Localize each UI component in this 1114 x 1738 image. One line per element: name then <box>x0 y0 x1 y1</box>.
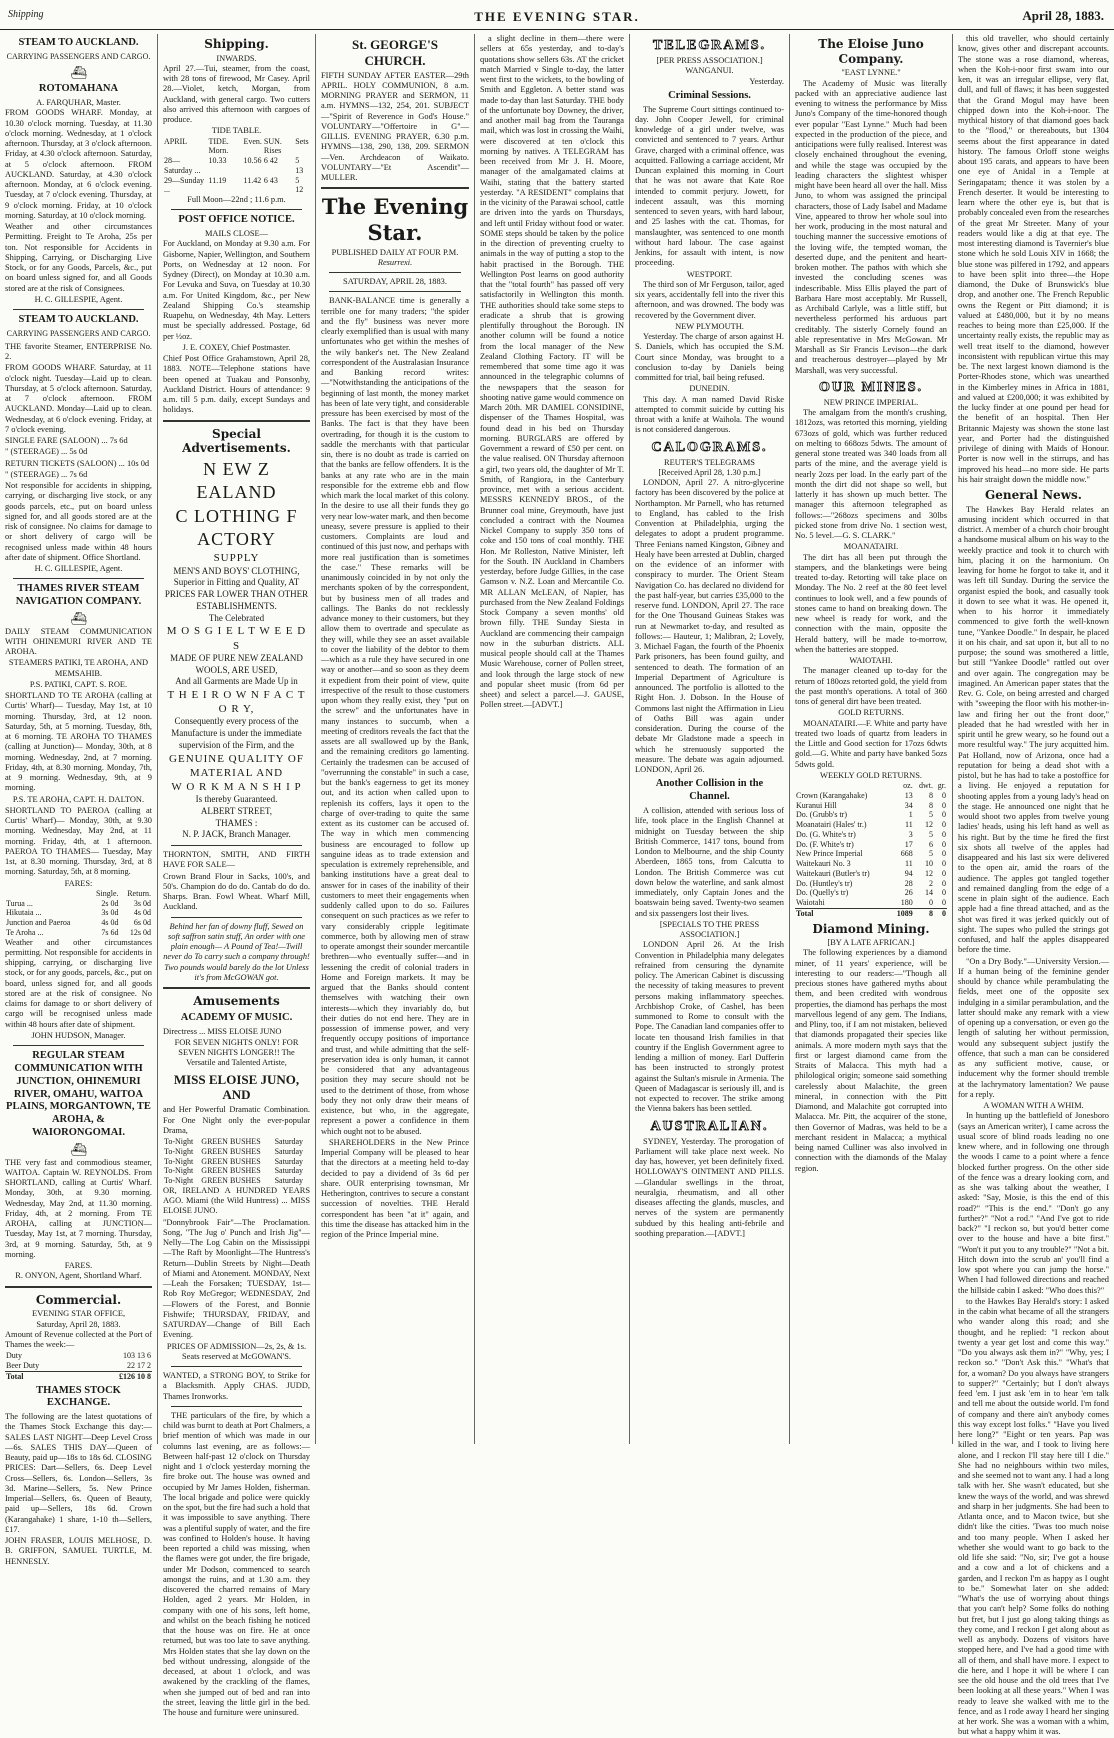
calograms-sub: REUTER'S TELEGRAMS <box>664 457 755 467</box>
table-row: Waitekauri No. 3 11 10 0 <box>796 859 946 869</box>
eloise-sub: "EAST LYNNE." <box>841 68 901 78</box>
table-row: Junction and Paeroa 4s 0d 6s 0d <box>6 918 151 928</box>
woman-body: In hunting up the battlefield of Jonesboro (says an American writer), I came across the usual score of blind roads leading no one knew where, and in following one through the woods I came to a point where a fence blocked further progress. On the other side of the fence was a dreary looking corn, and as she was talking about the weather, I asked: "Say, Mosie, is this the end of this road?" "This is the end." "Don't go any further?" "Not a rod." "And I've got to ride back?" "I reckon so, but you'd better come over to the house and have a bite first." "Won't it put you to any trouble?" "Not a bit. Hitch down into the scrub an' you'll find a low spot where you can jump the horse." When I had followed directions and reached the hillside cabin I asked: "Who does this?" <box>958 1111 1109 1295</box>
table-row: Te Aroha ... 7s 6d 12s 0d <box>6 927 151 937</box>
tide-table: APRIL TIDE. Morn. Even. SUN. Rises Sets 28—Saturday ... 10.33 10.56 6 42 5 13 29—Sunday ... 11.19 11.42 6 43 5 12 <box>164 136 309 195</box>
published-line: PUBLISHED DAILY AT FOUR P.M. <box>331 247 459 257</box>
motto: Resurrexi. <box>377 257 413 267</box>
ad4-fares-title: FARES. <box>64 1261 93 1271</box>
australian-title: AUSTRALIAN. <box>650 1118 769 1134</box>
nz-supply: SUPPLY <box>213 552 260 565</box>
wanted-ad: WANTED, a STRONG BOY, to Strike for a Blacksmith. Apply CHAS. JUDD, Thames Ironworks. <box>163 1371 310 1401</box>
nz-all: And all Garments are Made Up in <box>175 676 298 687</box>
shipping-inwards: INWARDS. <box>216 53 257 63</box>
column-2 <box>157 34 315 1718</box>
church-title: St. GEORGE'S CHURCH. <box>352 37 438 68</box>
table-row: To-Night GREEN BUSHES Saturday <box>164 1166 304 1176</box>
ad4-agent: R. ONYON, Agent, Shortland Wharf. <box>15 1271 142 1281</box>
weekly-returns-head: WEEKLY GOLD RETURNS. <box>820 770 922 780</box>
table-row: New Prince Imperial 668 5 0 <box>796 849 946 859</box>
column-1 <box>0 34 157 1566</box>
table-row: Do. (G. White's tr) 3 5 0 <box>796 829 946 839</box>
fare-line: " (STEERAGE) ... 5s 0d <box>5 447 88 457</box>
excise-title: EVENING STAR OFFICE, <box>31 1309 126 1319</box>
table-row: 28—Saturday ... 10.33 10.56 6 42 5 13 <box>164 156 304 175</box>
ad1-title: STEAM TO AUCKLAND. <box>18 37 139 48</box>
nz-made: MADE OF PURE NEW ZEALAND WOOLS, ARE USED, <box>170 652 303 675</box>
fares-table: Single. Return. Turua ... 2s 0d 3s 0d Hikutaia ... 3s 0d 4s 0d Junction and Paeroa 4s 0d 6s 0d Te Aroha ... 7s 6d 12s 0d <box>6 888 151 937</box>
table-row: Waitekauri (Butler's tr) 94 12 0 <box>796 868 946 878</box>
nz-thames: THAMES : <box>215 817 258 828</box>
table-row: Duty 103 13 6 <box>6 1351 151 1361</box>
table-row: To-Night GREEN BUSHES Saturday <box>164 1146 304 1156</box>
ad3-agent: JOHN HUDSON, Manager. <box>31 1030 126 1040</box>
table-row: Beer Duty 22 17 2 <box>6 1361 151 1371</box>
diamond-title: Diamond Mining. <box>812 921 930 936</box>
steamer-icon: ⛴ <box>70 1141 87 1157</box>
westport-body: The third son of Mr Ferguson, tailor, aged six years, accidentally fell into the river this afternoon, and was drowned. The body was recovered by the Government diver. <box>635 279 784 320</box>
academy-company: and Her Powerful Dramatic Combination. For One Night only the ever-popular Drama, <box>163 1105 310 1135</box>
nz-clothing-ad <box>163 458 310 841</box>
table-row: Do. (Grubb's tr) 1 5 0 <box>796 810 946 820</box>
table-row: Total £126 10 8 <box>6 1371 151 1381</box>
ad4-body: THE very fast and commodious steamer, WAITOA. Captain W. REYNOLDS. From SHORTLAND, calling at Curtis' Wharf. Monday, 30th, at 9.30 morning. Wednesday, May 2nd, at 11.30 morning. Friday, 4th, at 2 morning. From TE AROHA, calling at JUNCTION— Tuesday, May 1st, at 7 morning. Thursday, 3rd, at 9 morning. Saturday, 5th, at 9 morning. <box>5 1157 152 1259</box>
mines-title: OUR MINES. <box>818 379 923 395</box>
po-telegraph: Chief Post Office Grahamstown, April 28, 1883. NOTE—Telephone stations have been opened at Tuakau and Ponsonby, Auckland District. Hours of attendance: 9 a.m. till 5 p.m. daily, except Sundays and holidays. <box>163 354 310 415</box>
page-header <box>0 0 1114 30</box>
nz-street: ALBERT STREET, <box>200 806 273 817</box>
npi-head: NEW PRINCE IMPERIAL. <box>823 397 919 407</box>
calograms-received: [Received April 28, 1.30 p.m.] <box>658 467 761 477</box>
nz-line2: C LOTHING F ACTORY <box>175 505 298 550</box>
excise-text: Amount of Revenue collected at the Port of Thames the week:— <box>5 1329 152 1350</box>
diamond-sub: [BY A LATE AFRICAN.] <box>827 938 915 948</box>
general-news-title: General News. <box>985 488 1082 502</box>
column-4 <box>474 34 629 1444</box>
ad4-title: REGULAR STEAM COMMUNICATION WITH JUNCTION, OHINEMURI RIVER, OMAHU, WAITOA PLAINS, MORGANTOWN, TE AROHA, & WAIORONGOMAI. <box>6 1050 151 1138</box>
ad3-ps2: P.S. TE AROHA, CAPT. H. DALTON. <box>12 794 145 804</box>
column-7 <box>952 34 1114 1737</box>
ad1-master: A. FARQUHAR, Master. <box>36 98 121 108</box>
calograms-title: CALOGRAMS. <box>651 439 768 455</box>
ad3-schedule: SHORTLAND TO TE AROHA (calling at Curtis' Wharf)— Tuesday, May 1st, at 10 morning. Thursday, 3rd, at 12 noon. Saturday, 5th, at 5 morning. Tuesday, 8th, at 6 morning. TE AROHA TO THAMES (calling at Junction)— Monday, 30th, at 8 morning. Wednesday, 2nd, at 7 morning. Friday, 4th, at 8.30 morning. Monday, 7th, at 9 morning. Wednesday, 9th, at 9 morning. <box>5 691 152 793</box>
column-5 <box>629 34 789 1444</box>
church-body: FIFTH SUNDAY AFTER EASTER—29th APRIL. HOLY COMMUNION, 8 a.m. MORNING PRAYER and SERMON, 11 a.m. HYMNS—132, 254, 201. SUBJECT—"Spirit of Reverence in God's House." VOLUNTARY—"Offertoire in G"—GILLIS. EVENING PRAYER, 6.30 p.m. HYMNS—138, 290, 138, 209. SERMON—Ven. Archdeacon of Waikato. VOLUNTARY—"Et Ascendit"—MULLER. <box>321 70 469 183</box>
table-row: 29—Sunday ... 11.19 11.42 6 43 5 12 <box>164 175 304 195</box>
table-row: Do. (F. White's tr) 17 6 0 <box>796 839 946 849</box>
table-row: To-Night GREEN BUSHES Saturday <box>164 1137 304 1147</box>
ad2-agent: H. C. GILLESPIE, Agent. <box>34 564 123 573</box>
waiotahi-head: WAIOTAHI. <box>849 656 893 666</box>
table-row: To-Night GREEN BUSHES Saturday <box>164 1176 304 1186</box>
commercial-title: Commercial. <box>35 1292 122 1307</box>
calograms-body: LONDON, April 27. A nitro-glycerine factory has been discovered by the police at Northampton. Mr Parnell, who has returned to England, has cabled to the Irish Convention at Philadelphia, urging the delegates to adopt a prudent programme. Three Fenians named Kingston, Gibney and Healy have been arrested at Dublin, charged on the evidence of an informer with conspiracy to murder. The Orient Steam Navigation Co. has declared no dividend for the past half-year, but carries £35,000 to the reserve fund. LONDON, April 27. The race for the One Thousand Guineas Stakes was run at Newmarket to-day, and resulted as follows:— Hauteur, 1; Malibran, 2; Lovely, 3. Michael Fagan, the fourth of the Phoenix Park prisoners, has been found guilty, and sentenced to death. The formation of an Imperial Department of Agriculture is announced. The portfolio is allotted to the Right Hon. J. Dobson. In the House of Commons last night the Affirmation in Lieu of Oaths Bill was again under consideration. During the course of the debate Mr Gladstone made a speech in which he strenuously supported the measure. The debate was again adjourned. LONDON, April 26. <box>635 478 784 775</box>
table-row: Moanatairi (Hales' tr.) 11 12 0 <box>796 820 946 830</box>
collision-title: Another Collision in the Channel. <box>655 778 764 803</box>
academy-table <box>163 1137 310 1186</box>
telegrams-title: TELEGRAMS. <box>653 38 766 53</box>
waiotahi-body: The manager cleaned up to-day for the return of 180ozs retorted gold, the yield from the past month's operations. A total of 360 tons of general dirt have been treated. <box>795 666 947 707</box>
stock-text: The following are the latest quotations of the Thames Stock Exchange this day:— SALES LAST NIGHT—Deep Level Cross—6s. SALES THIS DAY—Queen of Beauty, paid up—18s to 18s 6d. CLOSING PRICES: Dart—Sellers, 6s. Deep Level Cross—Sellers, 6s. London—Sellers, 3s 3d. Marine—Sellers, 5s. New Prince Imperial—Sellers, 6s. Queen of Beauty, paid up—Sellers, 18s 6d. Crown (Karangahake) 1 share, 1-10 th—Sellers, £17. <box>5 1412 152 1534</box>
excise-table <box>5 1351 152 1381</box>
ad1-ship: ROTOMAHANA <box>38 83 119 95</box>
column-6 <box>789 34 952 1444</box>
excise-date: Saturday, April 28, 1883. <box>36 1319 121 1329</box>
table-row: To-Night GREEN BUSHES Saturday <box>164 1156 304 1166</box>
issue-date: April 28, 1883. <box>1022 8 1104 23</box>
westport-head: WESTPORT. <box>686 269 733 279</box>
gold-returns-head: GOLD RETURNS. <box>838 708 904 718</box>
section-label: Shipping <box>8 9 44 20</box>
academy-star: MISS ELOISE JUNO, AND <box>173 1071 300 1103</box>
collision-body: A collision, attended with serious loss of life, took place in the English Channel at midnight on Tuesday between the ship British Commerce, 1417 tons, bound from London to Melbourne, and the ship County Aberdeen, 1865 tons, from Calcutta to London. The British Commerce was cut down below the waterline, and sank almost immediately, only Captain Jones and the boatswain being saved. Twenty-two seamen and six passengers lost their lives. <box>635 806 784 918</box>
academy-or: OR, IRELAND A HUNDRED YEARS AGO. Miami (the Wild Huntress) ... MISS ELOISE JUNO. <box>163 1185 310 1216</box>
table-row: Total 1089 8 0 <box>796 908 946 918</box>
ad3-schedule2: SHORTLAND TO PAEROA (calling at Curtis' Wharf)— Monday, 30th, at 9.30 morning. Wednesday, May 2nd, at 11 morning. Friday, 4th, at 1 afternoon. PAEROA TO THAMES— Tuesday, May 1st, at 8.30 morning. Thursday, 3rd, at 8 morning. Saturday, 5th, at 8 morning. <box>5 805 152 877</box>
wanganui-date: Yesterday. <box>749 76 784 86</box>
moanatairi-head: MOANATAIRI. <box>843 542 899 552</box>
stock-brokers: JOHN FRASER, LOUIS MELHOSE, D. B. GRIFFON, SAMUEL TURTLE, M. HENNESLY. <box>5 1536 152 1566</box>
fare-line: SINGLE FARE (SALOON) ... 7s 6d <box>5 436 128 445</box>
table-row: Do. (Quelly's tr) 26 14 0 <box>796 888 946 898</box>
gold-returns-body: MOANATAIRI.—F. White and party have treated two loads of quartz from leaders in the Little and Good section for 17ozs 6dwts gold.—G. White and party have banked 5ozs 5dwts gold. <box>795 718 947 769</box>
nz-own: T H E I R O W N F A C T O R Y, <box>167 688 306 716</box>
ad2-subtitle: CARRYING PASSENGERS AND CARGO. <box>6 329 151 338</box>
newplymouth-head: NEW PLYMOUTH. <box>675 321 744 331</box>
paper-title: THE EVENING STAR. <box>474 9 640 24</box>
tide-note: Full Moon—22nd ; 11.6 p.m. <box>187 195 286 205</box>
dunedin-body: This day. A man named David Riske attempted to commit suicide by cutting his throat with a knife at Waihola. The wound is not considered dangerous. <box>635 394 784 435</box>
dunedin-head: DUNEDIN. <box>689 384 730 394</box>
leader-notes: SHAREHOLDERS in the New Prince Imperial Company will be pleased to hear that the directors at a meeting held to-day decided to pay a dividend of 3s 6d per share. OUR enterprising townsman, Mr Hetherington, contrives to secure a constant succession of novelties. THE Herald correspondent has been "at it" again, and this time the disease has attacked him in the region of the Prince Imperial mine. <box>321 1137 469 1240</box>
ad1-note: Weather and other circumstances Permitting. Freight to Te Aroha, 25s per ton. Not responsible for Accidents in Shipping, Carrying, or Discharging Live Stock, or for any Goods, Parcels, &c., put on board unless signed for, and all Goods stored are at the risk of Consignees. <box>5 222 152 293</box>
shipping-body: April 27.—Tui, steamer, from the coast, with 28 tons of firewood, Mr Casey. April 28.—Violet, ketch, Morgan, from Auckland, with general cargo. Two cutters also arrived this afternoon with cargoes of produce. <box>163 63 310 125</box>
thornton-title: THORNTON, SMITH, AND FIRTH HAVE FOR SALE— <box>163 850 310 870</box>
leader-date: SATURDAY, APRIL 28, 1883. <box>343 277 447 287</box>
academy-body: "Donnybrook Fair"—The Proclamation. Song, "The Jug o' Punch and Irish Jig"—Nelly—The Log Cabin on the Mississippi—The Raft by Moonlight—The Huntress's Return—Dublin Streets by Night—Death of Miami and Atonement. MONDAY, Next—Leah the Forsaken; TUESDAY, 1st—Rob Roy McGregor; WEDNESDAY, 2nd—Flowers of the Forest, and Bonnie Fishwife; THURSDAY, FRIDAY, and SATURDAY—Change of Bill Each Evening. <box>163 1217 310 1340</box>
fire-article: THE particulars of the fire, by which a child was burnt to death at Port Chalmers, a brief mention of which was made in our columns last evening, are as follows:—Between half-past 12 o'clock on Thursday night and 1 o'clock yesterday morning the fire broke out. The house was owned and occupied by Mr James Holden, fisherman. The local brigade and police were quickly on the spot, but the fire had such a hold that it was impossible to save anything. There was a plentiful supply of water, and the fire was confined to Holden's house. It having been reported a child was missing, when the flames were got under, the fire brigade, under Mr Dodson, commenced to search amongst the ruins, and at 1.30 a.m. they discovered the charred remains of Mary Holden, aged 2 years. Mr Holden, in company with one of his sons, left home, and whilst on the beach fishing he noticed that the house was on fire. He at once returned, but was too late to save anything. Mrs Holden states that she lay down on the bed without undressing, alongside of the deceased, at about 1 o'clock, and was awakened by the crackling of the flames, when she jumped out of bed and ran into the street, leaving the little girl in the bed. The house and furniture were uninsured. <box>163 1410 310 1718</box>
specials-body: LONDON April 26. At the Irish Convention in Philadelphia many delegates refrained from censuring the dynamite policy. The American Cabinet is discussing the necessity of taking measures to prevent persons making inflammatory speeches. Archbishop Croke, of Cashel, has been summoned to Rome to consult with the Pope. The Canadian land companies offer to locate ten thousand Irish families in that country if the English Government agree to lending a million of money. Earl Dufferin has been instructed to strongly protest against the Sultan's misrule in Armenia. The Queen of Madagascar is seriously ill, and is not expected to recover. The strike among the Vienna bakers has been settled. <box>635 940 784 1114</box>
ad3-steamers: STEAMERS PATIKI, TE AROHA, AND MEMSAHIB. <box>8 658 149 678</box>
tea-verse: Behind her fan of downy fluff, Sewed on soft saffron satin stuff, An order with one plain enough— A Pound of Tea!—Twill never do To carry such a company through! Two pounds would barely do the lot Unless it's from McGOWAN got. <box>163 921 310 982</box>
criminal-sessions: Criminal Sessions. <box>668 89 751 101</box>
ad1-subtitle: CARRYING PASSENGERS AND CARGO. <box>6 51 151 61</box>
woman-title: A WOMAN WITH A WHIM. <box>983 1101 1084 1111</box>
ad3-ps: P.S. PATIKI, CAPT. S. ROE. <box>29 679 128 689</box>
amusements-title: Amusements <box>193 994 280 1009</box>
po-sub: MAILS CLOSE— <box>204 229 269 239</box>
academy-title: ACADEMY OF MUSIC. <box>180 1011 293 1023</box>
steamer-icon: ⛴ <box>70 64 87 80</box>
nz-genuine: GENUINE QUALITY OF MATERIAL AND <box>169 752 304 779</box>
shipping-title: Shipping. <box>204 37 269 51</box>
general-news-body2: "On a Dry Body."—University Version.—If a human being of the feminine gender should by chance while perambulating the fields, meet one of the opposite sex indulging in a similar perambulation, and the latter should make any remark with a view of opening up a conversation, or even go the length of saluting her without permission, would any subsequent subject justify the offence, that such a man can be considered as any sufficient motive, cause, or inducement why the former should tremble at the lachrymatory lamentation? We pause for a reply. <box>958 956 1109 1099</box>
eloise-body: The Academy of Music was literally packed with an appreciative audience last evening to witness the performance by Miss Juno's Company of the time-honored though ever popular "East Lynne." Much had been expected in the production of the piece, and anticipations were fully realised. Interest was closely enchained throughout the evening, and while the stage was occupied by the leading characters the slightest whisper might have been heard all over the hall. Miss Juno, to whom was assigned the principal characters, those of Lady Isabel and Madame Vine, appeared to throw her whole soul into her work, producing in the most natural and touching manner the successive emotions of the loving wife, the tempted woman, the deserted dupe, and the penitent and heart-broken mother. The pathos with which she invested the concluding scenes was indescribable. Miss Ellis played the part of Barbara Hare most acceptably. Mr Russell, as Archibald Carlyle, was a little stiff, but nevertheless performed his arduous part creditably. The sisterly Cornely found an able representative in Mrs McGowan. Mr Marshall as Sir Francis Levison—the dark and treacherous destroyer—played by Mr Marshall, was very successful. <box>795 78 947 375</box>
fare-line: RETURN TICKETS (SALOON) ... 10s 0d <box>5 458 150 468</box>
academy-director: Directress ... MISS ELOISE JUNO <box>163 1026 282 1036</box>
moanatairi-body: The dirt has all been put through the stampers, and the blanketings were being treated to-day. Retorting will take place on Monday. The No. 2 reef at the 80 feet level continues to look well, and a few pounds of stones came to hand on breaking down. The new wheel is ready for work, and the connection with the main, opposite the Herald battery, will be made to-morrow, when the batteries are stopped. <box>795 552 947 654</box>
table-row: Waiotahi 180 0 0 <box>796 898 946 908</box>
po-sign: J. E. COXEY, Chief Postmaster. <box>182 342 291 352</box>
ad3-title: THAMES RIVER STEAM NAVIGATION COMPANY. <box>15 583 142 608</box>
fare-line: " (STEERAGE) ... 7s 6d <box>5 469 88 479</box>
academy-prices: PRICES OF ADMISSION—2s, 2s, & 1s. Seats reserved at McGOWAN'S. <box>166 1341 307 1361</box>
diamond-body: The following experiences by a diamond miner, of 11 years' experience, will be interesting to our readers:—"Though all precious stones have gathered myths about them, and been credited with wondrous properties, the diamond has perhaps the most marvellous legend of any gem. The Indians, and Pliny, too, if I am not mistaken, believed that diamonds propagated their species like animals. A more modern myth says that the first or largest diamond came from the Straits of Malacca. This myth had a philological origin; someone said something carelessly about Malachite, the green mineral, in connection with the Pitt Diamond, and Malachite got corrupted into Malacca. Mr. Pitt, the acquirer of the stone, then Governor of Madras, was held to be a merchant resident in Malacca; a mythical being named Culliner was also involved in connection with the diamonds of the Malay region. <box>795 948 947 1173</box>
nz-line1: N EW Z EALAND <box>196 458 277 503</box>
column-3 <box>315 34 474 1444</box>
ad2-note: Not responsible for accidents in shipping, carrying, or discharging live stock, or any goods parcels, etc., put on board unless signed for, and all goods stored are at the risk of consignee. No claims for damage to or short delivery of cargo will be recognised unless made within 48 hours after date of shipment. Office Shortland. <box>5 481 152 562</box>
eloise-title: The Eloise Juno Company. <box>818 37 924 66</box>
newspaper-masthead: The Evening Star. <box>321 194 469 246</box>
academy-nights: FOR SEVEN NIGHTS ONLY! FOR SEVEN NIGHTS LONGER!! The Versatile and Talented Artiste, <box>174 1037 299 1068</box>
nz-items: MEN'S AND BOYS' CLOTHING, Superior in Fitting and Quality, AT PRICES FAR LOWER THAN OTHER ESTABLISHMENTS. <box>164 565 309 611</box>
thornton-body: Crown Brand Flour in Sacks, 100's, and 50's. Champion do do do. Cantab do do do. Sharps. Bran. Fowl Wheat. Wharf Mill, Auckland. <box>163 871 310 912</box>
general-news-body: The Hawkes Bay Herald relates an amusing incident which occurred in that district. A member of a church choir brought a handsome musical album on his way to the weekly practice and took it to church with him, placing it on the harmonium. On leaving for home he forgot to take it, and it was left till Sunday. During the service the organist espied the book, and casually took it down to see what it was. He opened it, when to his horror it immediately commenced to give forth the well-known tune, "Yankee Doodle." In despair, he placed it on his chair, and sat upon it, but all to no purpose; the sound was smothered a little, but still "Yankee Doodle" rattled out over and over again. The congregation may be imagined. An American paper states that the Rev. G. Cole, on being arrested and charged with "sweeping the floor with his mother-in-law and firing her out the front door," pleaded that he had wrestled with her in spirit until he grew weary, so he found out a more resultful way." The jury acquitted him. Pat Holland, now of Arizona, once had a reputation for being a dead shot with a pistol, but he has had to take a postoffice for a living. He enjoyed a reputation for shooting apples from a young lady's head on the stage. He announced one night that he would shoot two apples from twelve young ladies' heads, using his left hand as well as his right. But by the time he fired the first six shots all twelve of the apples had disappeared and his last six were delivered to the open air, amid the roars of the audience. The apples got tangled together and remained dangling from the edge of a scene in plain sight of the audience. Each apple had a fine thread attached, and as the shot was fired it was jerked quickly out of sight. The supes who pulled the strings got confused, and half the apples disappeared before the time. <box>958 504 1109 955</box>
fares-heading: FARES: <box>64 878 93 888</box>
nz-body: Consequently every process of the Manufacture is under the immediate supervision of the Firm, and the <box>171 716 302 750</box>
ad3-body: DAILY STEAM COMMUNICATION WITH OHINEMURI RIVER AND TE AROHA. <box>5 626 152 657</box>
table-row: Hikutaia ... 3s 0d 4s 0d <box>6 908 151 918</box>
diamond-continued: this old traveller, who should certainly know, gives other and discrepant accounts. The stone was a rose diamond, whereas, when the Koh-i-noor first swam into our ken, it was an irregular ellipse, very flat, dull, and full of flaws; it has been suggested that the Grand Mogul may have been chipped down into the Koh-i-noor. The mythical history of that diamond goes back to the "flood," or thereabouts, but 1304 seems about the first appearance in dated history. The famous Orloff stone weighs about 195 carats, and appears to have been one eye of Anidal in a Temple at Seringapatam; thence it was stolen by a French deserter. It would be interesting to learn where the other eye is, but that is probably concealed even from the researches of the great Mr Streeter. Many of your readers would like a dig at that eye. The most interesting diamond is Tavernier's blue stone which he sold Louis XIV in 1668; the blue stone was pilfered in 1792, and appears to have been split into three—the Hope diamond, the Duke of Brunswick's blue drop, and another one. The French Republic owns the Regent or Pitt diamond; it is valued at £480,000, but it by no means reaches to being more than £25,000. If the uncertainty really exists, the republic may as well treat itself to the diamond, however inconsistent with republican virtue this may be. The next largest known diamond is the Porter-Rhodes stone, which was unearthed in the Kimberley mines in Africa in 1881, and valued at £200,000; it was exhibited by the lucky finder at one pound per head for the benefit of an hospital. Then Her Britannic Majesty was shown the stone last year, and Porter had the distinguished privilege of dining with Maids of Honour. Porter is now well in the stirrups, and has improved his head—no more side. He parts his hair straight down the middle now." <box>958 34 1109 484</box>
nz-tweeds: M O S G I E L T W E E D S <box>166 625 307 652</box>
telegrams-sub: [PER PRESS ASSOCIATION.] <box>656 56 763 66</box>
steamer-icon: ⛴ <box>70 610 87 626</box>
stock-title: THAMES STOCK EXCHANGE. <box>36 1384 121 1409</box>
ad3-note: Weather and other circumstances permitting. Not responsible for accidents in shipping, carrying, or discharging live stock, or for any goods, parcels, &c., put on board, unless signed for, and all goods stored are at the risk of consignee. No claims for damage to or short delivery of cargo will be recognised unless made within 48 hours after date of shipment. <box>5 937 152 1029</box>
ad2-body: FROM GOODS WHARF. Saturday, at 11 o'clock night. Tuesday—Laid up to clean. Thursday, at 5 o'clock afternoon. Saturday, at 7 o'clock afternoon. FROM AUCKLAND. Monday—Laid up to clean. Wednesday, at 6 o'clock evening. Friday, at 7 o'clock evening. <box>5 363 152 434</box>
ad2-title: STEAM TO AUCKLAND. <box>18 314 139 326</box>
leader-article: BANK-BALANCE time is generally a terrible one for many traders; "the spider and the fly" business was never more clearly exemplified than is usual with many unfortunates who get within the meshes of the wily banker's net. The New Zealand correspondent of the Australasian Insurance and Banking record writes:—"Notwithstanding the anticipations of the beginning of last month, the money market has been of late very tight, and considerable pressure has been exercised by most of the Banks. The fact is that they have been overtrading, for though it is the custom to saddle the merchants with that particular sin, there is no doubt as trade is carried on that the banks are fellow offenders. It is the banks at any rate who are in the main responsible for the extreme ebb and flow which mark the local market of this colony. In the desire to use all their funds they go very near low-water mark, and then become uneasy, severe pressure is applied to their customers. Complaints are loud and continued of this just now, and perhaps with more real justification than is sometimes the case." These remarks will be unanimously coincided in by not only the merchants spoken of by the correspondent, but by business men of all trades and callings. The Banks do not recklessly advance money to their customers, but they allow them to overtrade and speculate as they will, while they see an asset available to cover the liability of the debtor to them—which as a rule they have secured in one way or another—and so soon as they deem it expedient from their point of view, quite irrespective of the result to those customers upon whom they really exist, they "put on the screw" and the unfortunates have in many instances to succumb, when a meeting of creditors reveals the fact that the assets are all swallowed up by the Bank, and the remaining creditors go lamenting. Certainly the tradesmen can be accused of "overrunning the constable" in such a case, but the bank's eagerness to get its money out, and its action when called upon to replenish its coffers, lays it open to the charge of over-trading to quite the same extent as its customer can be accused of. The way in which men commencing business are encouraged to follow up sanguine ideas as to trade extension and speculation is extremely reprehensible, and banking institutions have a great deal to answer for in cases of the inability of their customers to meet their engagements when suddenly called upon to do so. Failures consequent on such practices as we refer to vary considerably cripple legitimate commerce, both by allowing men of straw to operate amongst their sounder mercantile brethren—who eventually suffer—and in lessening the credit of colonial traders in Home and Foreign markets. It may be argued that the Banks should content themselves with watching their own interests—which they invariably do, but their duties do not end here. They are in possession of immense power, and very frequently occupy positions of importance and trust, and while admitting that the self-preservation idea is only human, it cannot be considered that any advantageous position they may secure should not be used to the detriment of those, from whose body they not only draw their means of existence, but who, in the aggregate, represent a power a confidence in them which ought not to be abused. <box>321 296 469 1136</box>
nz-work: W O R K M A N S H I P <box>171 781 302 794</box>
weekly-returns-table: oz. dwt. gr. Crown (Karangahake) 13 8 0 Kuranui Hill 34 8 0 Do. (Grubb's tr) 1 5 0 Moanatairi (Hales' tr.) 11 12 0 Do. (G. White's tr) 3 5 0 Do. (F. White's tr) 17 6 0 New Prince Imperial 668 5 0 Waitekauri No. 3 11 10 0 Waitekauri (Butler's tr) 94 12 0 Do. (Huntley's tr) 28 2 0 Do. (Quelly's tr) 26 14 0 Waiotahi 180 0 0 Total 1089 8 0 <box>796 781 946 918</box>
woman-continued: to the Hawkes Bay Herald's story: I asked in the cabin what became of all the strangers who wander along this road; and she thought, and he replied: "I reckon about twenty a year get lost and come this way." "Do you always ask them in?" "Why, yes; I reckon so." "Don't Ask this." "What's that for, a woman? Do you always have strangers to supper?" "Certainly; but I don't always feed 'em. I just ask 'em in to hear 'em talk and tell me about the outside world. I'm fond of company and there ain't anybody comes this way except lost folks." "Have you lived here long?" "Eight or ten years. Pap was killed in the war, and I took to living here alone, and I reckon I'll stay here till I die." She had no neighbours within two miles, and she seemed not to want any. I had a long talk with her. She wasn't educated, but she knew the ways of the world, and was shrewd and sharp in her judgments. She had been to Atlanta once, and to Macon twice, but she didn't like the cities. 'Twas too much noise and too many people. When I asked her whether she would want to go back to the old life she said: "No, sir; I've got a house and a cow and a lot of chickens and a garden, and I reckon I'm as happy as I ought to be." Somewhat later on she added: "What's the use of worrying about things that you can't help? Some folks do nothing but fret, but I just go along taking things as they come, and I reckon I get along about as well as anybody. Dozens of visitors have stopped here, and I've had a good time with all of them, and shall have more. I expect to die here, and I hope it will be where I can see the old house and the old trees that I've been looking at all these years." When I was ready to leave she walked with me to the fence, and as I rode away I heard her singing at her work. She was a woman with a whim, but what a happy whim it was. <box>958 1296 1109 1737</box>
po-title: POST OFFICE NOTICE. <box>178 214 295 226</box>
nz-guaranteed: Is thereby Guaranteed. <box>195 794 278 805</box>
table-row: Kuranui Hill 34 8 0 <box>796 800 946 810</box>
table-row: Turua ... 2s 0d 3s 0d <box>6 898 151 908</box>
newplymouth-body: Yesterday. The charge of arson against H. S. Daniels, which has occupied the S.M. Court since Monday, was brought to a conclusion to-day by Daniels being committed for trial, bail being refused. <box>635 332 784 383</box>
npi-body: The amalgam from the month's crushing, 1812ozs, was retorted this morning, yielding 673ozs of gold, which was further reduced on melting to 668ozs 5dwts. The amount of general stone treated was 340 loads from all parts of the mine, and the average yield is nearly 2ozs per load. In the early part of the month the dirt did not shape so well, but latterly it has shown up much better. The manager this afternoon telegraphed as follows:—"268ozs specimens and 30lbs picked stone from drive No. 1 section west, No. 5 level.—G. S. CLARK." <box>795 408 947 541</box>
po-body: For Auckland, on Monday at 9.30 a.m. For Gisborne, Napier, Wellington, and Southern Ports, on Wednesday at 12 noon. For Sydney (Direct), on Monday at 10.30 a.m. For Levuka and Suva, on Tuesday at 10.30 a.m. For United Kingdom, &c., per New Zealand Shipping Co.'s steamship Ruapehu, on Wednesday, 4th May. Letters must be specially addressed. Postage, 6d per ½oz. <box>163 239 310 341</box>
nz-manager: N. P. JACK, Branch Manager. <box>182 829 291 840</box>
table-row: Crown (Karangahake) 13 8 0 <box>796 790 946 800</box>
wanganui-head: WANGANUI. <box>685 66 734 76</box>
ad1-agent: H. C. GILLESPIE, Agent. <box>34 294 123 304</box>
specials-head: [SPECIALS TO THE PRESS ASSOCIATION.] <box>659 919 760 940</box>
ad1-body: FROM GOODS WHARF. Monday, at 10.30 o'clock morning. Tuesday, at 11.30 o'clock morning. Wednesday, at 1 o'clock afternoon. Thursday, at 3 o'clock afternoon. Friday, at 4.30 o'clock afternoon. Saturday, at 5 o'clock afternoon. FROM AUCKLAND. Saturday, at 4.30 o'clock afternoon. Monday, at 6 o'clock evening. Tuesday, at 7 o'clock evening. Thursday, at 9 o'clock morning. Friday, at 10 o'clock morning. Saturday, at 10 o'clock morning. <box>5 108 152 220</box>
table-row: Do. (Huntley's tr) 28 2 0 <box>796 878 946 888</box>
ad2-ship: THE favorite Steamer, ENTERPRISE No. 2. <box>5 341 152 361</box>
local-notes: a slight decline in them—there were sellers at 65s yesterday, and to-day's quotations show sellers 63s. AT the cricket match Married v Single to-day, the latter went first to the wickets, to the bowling of Smith and Eggleton. A better stand was made to-day than last Saturday. THE body of the unfortunate boy Downey, the driver, and another mail bag from the Tauranga mail, which was lost in crossing the Waihi, were discovered at ten o'clock this morning by natives. A TELEGRAM has been received from Mr J. H. Moore, manager of the amalgamated claims at Waihi, stating that the battery started yesterday. "A RESIDENT" complains that in the vicinity of the Parawai school, cattle are driven into the yards on Thursdays, and left until Friday without food or water. SOME steps should be taken by the police in the direction of preventing cruelty to animals in the way of putting a stop to the habit practised in the Borough. THE Wellington Post learns on good authority that the "total fourth" has passed off very satisfactorily in Wellington this month. THE authorities should take some steps to eradicate a shrub that is growing plentifully throughout the Borough. IN another column will be found a notice from the local manager of the New Zealand Clothing Factory. IT will be remembered that some time ago it was announced in the telegraphic columns of the newspapers that the season for shooting native game would commence on March 20th. MR DAMIEL CONSIDINE, dispenser of the Thames Hospital, was found dead in his bed on Thursday morning. BURGLARS are offered by Government a reward of £50 per cent. on the value realised. ON Thursday afternoon a girl, two years old, the daughter of Mr T. Smith, of Rangiora, in the Canterbury province, met with a serious accident. MESSRS KENNEDY BROS., of the Brunner coal mine, Greymouth, have just concluded a contract with the Noumea Nickel Company to supply 350 tons of coke and 150 tons of coal monthly. THE Hon. Mr Rolleston, Native Minister, left for the South. IN Auckland in Chambers yesterday, before Judge Gillies, in the case Gamson v. N.Z. Loan and Mercantile Co. MR ALLAN McLEAN, of Napier, has purchased from the New Zealand Foldings Stock Company a seven months' old brown filly. THE Sunday Siesta in Auckland are commencing their campaign now in the suburban districts. ALL musical people should call at the Thames Music Warehouse, corner of Pollen street, and look through the large stock of new and popular sheet music (from 6d per sheet) and select a parcel.—J. GAUSE, Pollen street.—[ADVT.] <box>480 34 624 710</box>
nz-celebrated: The Celebrated <box>208 612 265 623</box>
criminal-body: The Supreme Court sittings continued to-day. John Cooper Jewell, for criminal knowledge of a girl under twelve, was convicted and sentenced to 7 years. Arthur Grave, charged with a criminal offence, was acquitted. Fallowing a carriage accident, Mr Duncan explained this morning in Court that he was not aware that Kate Roe intended to commit perjury. Jowett, for indecent assault, was this morning sentenced to seven years, with hard labour, and 25 lashes with the cat. Thomas, for manslaughter, was sentenced to one month without hard labour. The case against Jenkins, for assault with intent, is now proceeding. <box>635 104 784 268</box>
special-ads-title: Special Advertisements. <box>182 426 291 456</box>
australian-body: SYDNEY, Yesterday. The prorogation of Parliament will take place next week. No day has, however, yet been definitely fixed. HOLLOWAY'S OINTMENT AND PILLS.—Glandular swellings in the throat, neuralgia, rheumatism, and all other diseases affecting the glands, muscles, and nerves of the system are permanently subdued by this healing anti-febrile and soothing preparation.—[ADVT.] <box>635 1136 784 1238</box>
tide-title: TIDE TABLE. <box>211 126 262 136</box>
